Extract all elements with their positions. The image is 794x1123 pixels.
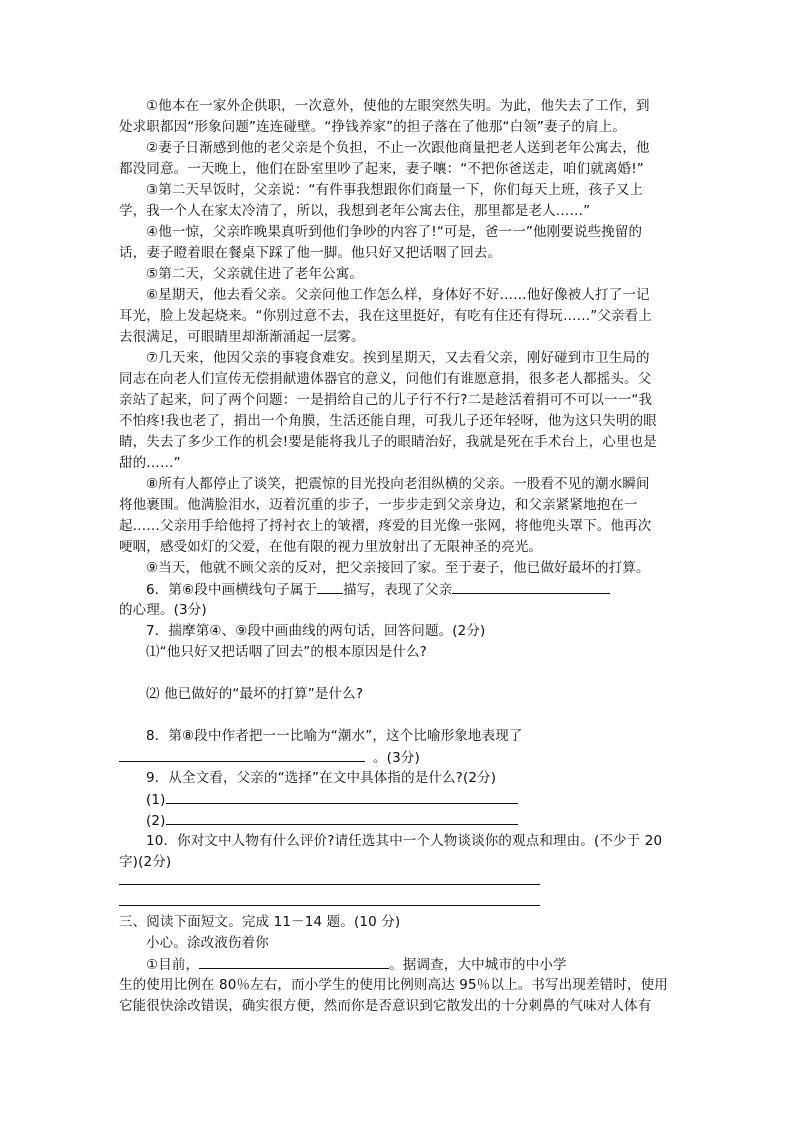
passage-line: 处求职都因“形象问题”连连碰壁。“挣钱养家”的担子落在了他那“白领”妻子的肩上。	[119, 119, 626, 135]
question-7: 7．揣摩第④、⑨段中画曲线的两句话，回答问题。(2分)	[146, 623, 486, 639]
question-6-text-b: 描写，表现了父亲	[343, 582, 453, 598]
question-8-answer-line	[119, 747, 420, 768]
answer-blank[interactable]	[119, 747, 365, 762]
passage-line: 都没同意。一天晚上，他们在卧室里吵了起来，妻子嚷：“不把你爸送走，咱们就离婚!”	[119, 161, 644, 177]
passage-line: ⑧所有人都停止了谈笑，把震惊的目光投向老泪纵横的父亲。一股看不见的潮水瞬间	[146, 476, 650, 492]
section-3-line: 生的使用比例在 80％左右，而小学生的使用比例则高达 95％以上。书写出现差错时，使用	[119, 977, 668, 993]
passage-line: ③第二天早饭时，父亲说：“有件事我想跟你们商量一下，你们每天上班，孩子又上	[146, 182, 644, 198]
passage-line: 哽咽，感受如灯的父爱，在他有限的视力里放射出了无限神圣的亮光。	[119, 539, 543, 555]
passage-line: 同志在向老人们宣传无偿捐献遗体器官的意义，问他们有谁愿意捐，很多老人都摇头。父	[119, 371, 652, 387]
answer-blank[interactable]	[317, 579, 343, 594]
question-10-tail: 字)(2分)	[119, 854, 172, 870]
question-9: 9．从全文看，父亲的“选择”在文中具体指的是什么?(2分)	[146, 770, 497, 786]
passage-line: ①他本在一家外企供职，一次意外，使他的左眼突然失明。为此，他失去了工作，到	[146, 98, 650, 114]
passage-line: 去很满足，可眼睛里却渐渐涌起一层雾。	[119, 329, 365, 345]
answer-line[interactable]	[119, 905, 540, 906]
section-3-heading: 三、阅读下面短文。完成 11－14 题。(10 分)	[119, 914, 401, 930]
answer-blank[interactable]	[452, 579, 610, 594]
section-3-para-1	[146, 954, 567, 975]
passage-line: ⑤第二天，父亲就住进了老年公寓。	[146, 266, 364, 282]
passage-line: 学，我一个人在家太冷清了，所以，我想到老年公寓去住，那里都是老人……”	[119, 203, 591, 219]
answer-blank[interactable]	[166, 789, 518, 804]
passage-line: 不怕疼!我也老了，捐出一个角膜，生活还能自理，可我儿子还年轻呀，他为这只失明的眼	[119, 413, 657, 429]
question-6-text-a: 6．第⑥段中画横线句子属于	[146, 582, 318, 598]
passage-line: 话，妻子瞪着眼在餐桌下踩了他一脚。他只好又把话咽了回去。	[119, 245, 502, 261]
question-9-answer-1	[146, 789, 518, 810]
section-3-title: 小心。涂改液伤着你	[146, 935, 269, 951]
question-8: 8．第⑧段中作者把一一比喻为“潮水”，这个比喻形象地表现了	[146, 728, 523, 744]
question-9-label-2: (2)	[146, 813, 166, 829]
passage-line: ②妻子日渐感到他的老父亲是个负担，不止一次跟他商量把老人送到老年公寓去，他	[146, 140, 650, 156]
passage-line: 甜的……”	[119, 455, 181, 471]
question-9-answer-2	[146, 810, 518, 831]
passage-line: ⑦几天来，他因父亲的事寝食难安。挨到星期天，又去看父亲，刚好碰到市卫生局的	[146, 350, 650, 366]
passage-line: 起……父亲用手给他捋了捋衬衣上的皱褶，疼爱的目光像一张网，将他兜头罩下。他再次	[119, 518, 652, 534]
question-6-tail: 的心理。(3分)	[119, 602, 207, 618]
answer-blank[interactable]	[166, 810, 518, 825]
question-8-score: 。(3分)	[373, 750, 420, 766]
answer-line[interactable]	[119, 884, 540, 885]
passage-line: ④他一惊，父亲昨晚果真听到他们争吵的内容了!“可是，爸一一”他刚要说些挽留的	[146, 224, 643, 240]
question-7-sub-2: ⑵ 他已做好的“最坏的打算”是什么?	[146, 686, 364, 702]
answer-blank[interactable]	[199, 954, 389, 969]
question-7-sub-1: ⑴“他只好又把话咽了回去”的根本原因是什么?	[146, 644, 427, 660]
section-3-line: 它能很快涂改错误，确实很方便，然而你是否意识到它散发出的十分刺鼻的气味对人体有	[119, 998, 652, 1014]
passage-line: 亲站了起来，问了两个问题：一是捐给自己的儿子行不行?二是趁活着捐可不可以一一“我	[119, 392, 653, 408]
passage-line: ⑥星期天，他去看父亲。父亲问他工作怎么样，身体好不好……他好像被人打了一记	[146, 287, 650, 303]
passage-line: 耳光，脸上发起烧来。“你别过意不去，我在这里挺好，有吃有住还有得玩……”父亲看上	[119, 308, 652, 324]
question-10: 10．你对文中人物有什么评价?请任选其中一个人物谈谈你的观点和理由。(不少于 20	[146, 833, 663, 849]
passage-line: 将他裹围。他满脸泪水，迈着沉重的步子，一步步走到父亲身边，和父亲紧紧地抱在一	[119, 497, 638, 513]
passage-line: 睛，失去了多少工作的机会!要是能将我儿子的眼睛治好，我就是死在手术台上，心里也是	[119, 434, 657, 450]
question-9-label-1: (1)	[146, 792, 166, 808]
section-3-text-b: 。据调查，大中城市的中小学	[389, 957, 567, 973]
section-3-text-a: ①目前，	[146, 957, 200, 973]
question-6	[146, 579, 610, 600]
passage-line: ⑨当天，他就不顾父亲的反对，把父亲接回了家。至于妻子，他已做好最坏的打算。	[146, 560, 650, 576]
